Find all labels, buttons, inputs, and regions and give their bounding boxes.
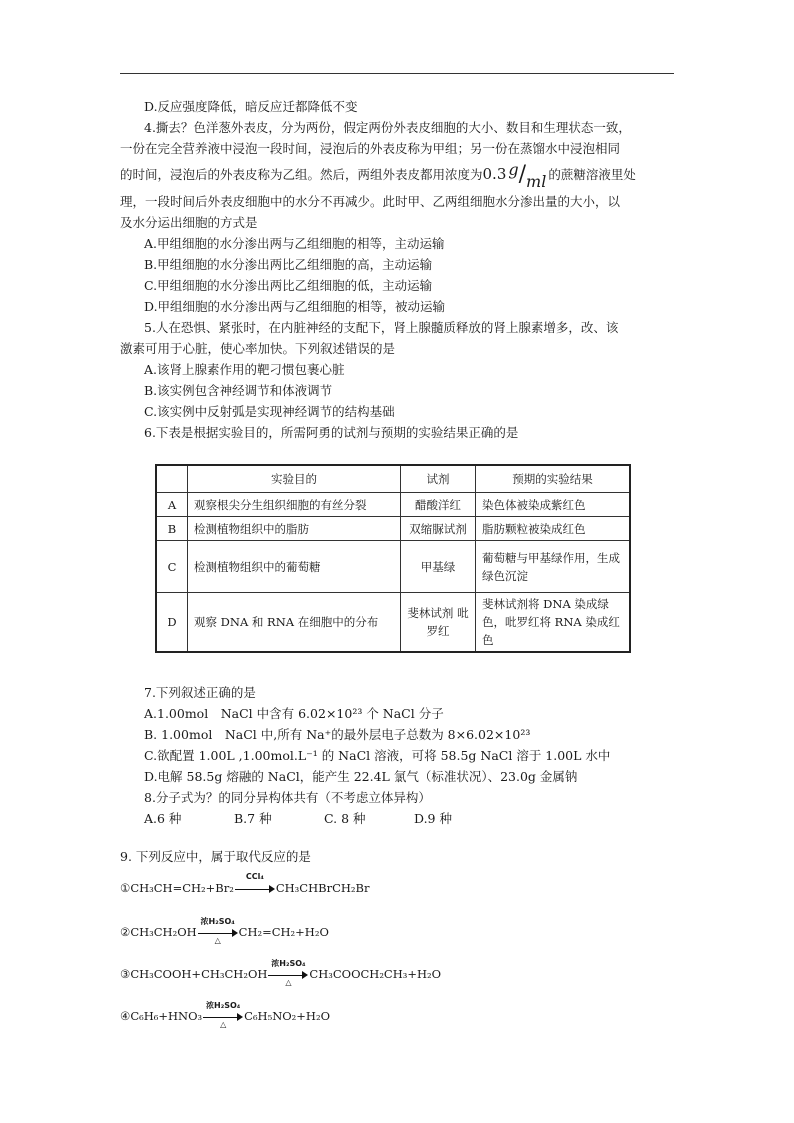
- q7-option-a: A.1.00mol NaCl 中含有 6.02×10²³ 个 NaCl 分子: [144, 706, 444, 721]
- row-purpose: 观察根尖分生组织细胞的有丝分裂: [188, 493, 401, 517]
- q4-line2: 一份在完全营养液中浸泡一段时间，浸泡后的外表皮称为甲组；另一份在蒸馏水中浸泡相同: [120, 141, 621, 156]
- q5-line1: 5.人在恐惧、紧张时，在内脏神经的支配下，肾上腺髓质释放的肾上腺素增多，改、该: [144, 320, 619, 335]
- q4-option-c: C.甲组细胞的水分渗出两比乙组细胞的低，主动运输: [144, 278, 433, 293]
- row-purpose: 检测植物组织中的脂肪: [188, 517, 401, 541]
- q7-stem: 7.下列叙述正确的是: [144, 685, 256, 700]
- question-block-lower: [120, 682, 680, 829]
- arrow-condition-above: CCl₄: [245, 872, 264, 881]
- q4-line3: [120, 159, 680, 191]
- q4-conc-unit: g/ml: [508, 160, 547, 191]
- question-9: [120, 846, 680, 1051]
- q8-options: [120, 808, 680, 829]
- header-rule: [120, 73, 674, 74]
- reaction-products: C₆H₅NO₂+H₂O: [244, 1009, 330, 1023]
- prev-question-option-d: D.反应强度降低，暗反应迁都降低不变: [144, 99, 358, 114]
- table-row: [156, 541, 630, 593]
- q4-line3-end: 的蔗糖溶液里处: [548, 167, 636, 182]
- row-purpose: 观察 DNA 和 RNA 在细胞中的分布: [188, 593, 401, 653]
- q4-option-a: A.甲组细胞的水分渗出两与乙组细胞的相等，主动运输: [144, 236, 445, 251]
- q7-option-c: C.欲配置 1.00L ,1.00mol.L⁻¹ 的 NaCl 溶液，可将 58.5g NaCl 溶于 1.00L 水中: [144, 748, 611, 763]
- q4-option-d: D.甲组细胞的水分渗出两与乙组细胞的相等，被动运输: [144, 299, 446, 314]
- question-block-upper: [120, 96, 680, 443]
- reaction-reactants: C₆H₆+HNO₃: [130, 1009, 203, 1023]
- reaction-products: CH₃CHBrCH₂Br: [275, 881, 370, 895]
- table-header-cell: 预期的实验结果: [476, 465, 631, 493]
- q4-line1: 4.撕去？色洋葱外表皮，分为两份，假定两份外表皮细胞的大小、数目和生理状态一致，: [144, 120, 631, 135]
- arrow-condition-below: △: [285, 978, 292, 987]
- q8-option-b: B.7 种: [234, 811, 272, 826]
- reaction-products: CH₂=CH₂+H₂O: [238, 925, 329, 939]
- q5-option-c: C.该实例中反射弧是实现神经调节的结构基础: [144, 404, 395, 419]
- row-result: 葡萄糖与甲基绿作用，生成绿色沉淀: [476, 541, 631, 593]
- q6-table: [155, 464, 631, 653]
- reaction-arrow: [268, 959, 308, 987]
- arrow-condition-below: △: [220, 1020, 227, 1029]
- row-reagent: 双缩脲试剂: [401, 517, 476, 541]
- row-result: 斐林试剂将 DNA 染成绿色，吡罗红将 RNA 染成红色: [476, 593, 631, 653]
- reaction-arrow: [235, 872, 275, 895]
- reaction-4: [120, 1001, 680, 1051]
- row-result: 染色体被染成紫红色: [476, 493, 631, 517]
- row-reagent: 斐林试剂 吡罗红: [401, 593, 476, 653]
- reaction-reactants: CH₃CH=CH₂+Br₂: [130, 881, 234, 895]
- arrow-condition-above: 浓H₂SO₄: [271, 959, 306, 968]
- reaction-number: ③: [120, 967, 131, 981]
- q8-option-d: D.9 种: [414, 811, 452, 826]
- reaction-2: [120, 917, 680, 967]
- q8-stem: 8.分子式为？的同分异构体共有（不考虑立体异构）: [144, 790, 431, 805]
- table-header-cell: [156, 465, 188, 493]
- q4-line5: 及水分运出细胞的方式是: [120, 215, 258, 230]
- row-label: D: [156, 593, 188, 653]
- q4-line4: 理，一段时间后外表皮细胞中的水分不再减少。此时甲、乙两组细胞水分渗出量的大小，以: [120, 194, 621, 209]
- reaction-products: CH₃COOCH₂CH₃+H₂O: [309, 967, 442, 981]
- q4-line3-start: 的时间，浸泡后的外表皮称为乙组。然后，两组外表皮都用浓度为: [120, 167, 483, 182]
- table-row: [156, 517, 630, 541]
- table-header-cell: 试剂: [401, 465, 476, 493]
- table-header-row: [156, 465, 630, 493]
- table-header-cell: 实验目的: [188, 465, 401, 493]
- q4-conc-value: 0.3: [482, 165, 507, 183]
- reaction-reactants: CH₃CH₂OH: [130, 925, 197, 939]
- row-reagent: 甲基绿: [401, 541, 476, 593]
- reaction-arrow: [198, 917, 238, 945]
- arrow-condition-above: 浓H₂SO₄: [206, 1001, 241, 1010]
- row-label: C: [156, 541, 188, 593]
- reaction-number: ①: [120, 881, 131, 895]
- row-purpose: 检测植物组织中的葡萄糖: [188, 541, 401, 593]
- row-result: 脂肪颗粒被染成红色: [476, 517, 631, 541]
- table-row: [156, 493, 630, 517]
- reaction-reactants: CH₃COOH+CH₃CH₂OH: [130, 967, 268, 981]
- q7-option-b: B. 1.00mol NaCl 中,所有 Na⁺的最外层电子总数为 8×6.02×10²³: [144, 727, 531, 742]
- q9-stem: 9. 下列反应中，属于取代反应的是: [120, 849, 311, 864]
- q5-line2: 激素可用于心脏，使心率加快。下列叙述错误的是: [120, 341, 396, 356]
- q4-conc-num: g: [508, 160, 519, 179]
- q4-option-b: B.甲组细胞的水分渗出两比乙组细胞的高，主动运输: [144, 257, 433, 272]
- q8-option-a: A.6 种: [144, 811, 182, 826]
- reaction-number: ②: [120, 925, 131, 939]
- q8-option-c: C. 8 种: [324, 811, 366, 826]
- reaction-arrow: [203, 1001, 243, 1029]
- reaction-number: ④: [120, 1009, 131, 1023]
- q5-option-b: B.该实例包含神经调节和体液调节: [144, 383, 333, 398]
- q5-option-a: A.该肾上腺素作用的靶刁惯包裹心脏: [144, 362, 345, 377]
- arrow-condition-below: △: [214, 936, 221, 945]
- row-reagent: 醋酸洋红: [401, 493, 476, 517]
- q4-conc-den: ml: [526, 172, 547, 191]
- row-label: B: [156, 517, 188, 541]
- q7-option-d: D.电解 58.5g 熔融的 NaCl，能产生 22.4L 氯气（标准状况）、23.0g 金属钠: [144, 769, 578, 784]
- row-label: A: [156, 493, 188, 517]
- q6-stem: 6.下表是根据实验目的，所需阿勇的试剂与预期的实验结果正确的是: [144, 425, 519, 440]
- table-row: [156, 593, 630, 653]
- arrow-condition-above: 浓H₂SO₄: [200, 917, 235, 926]
